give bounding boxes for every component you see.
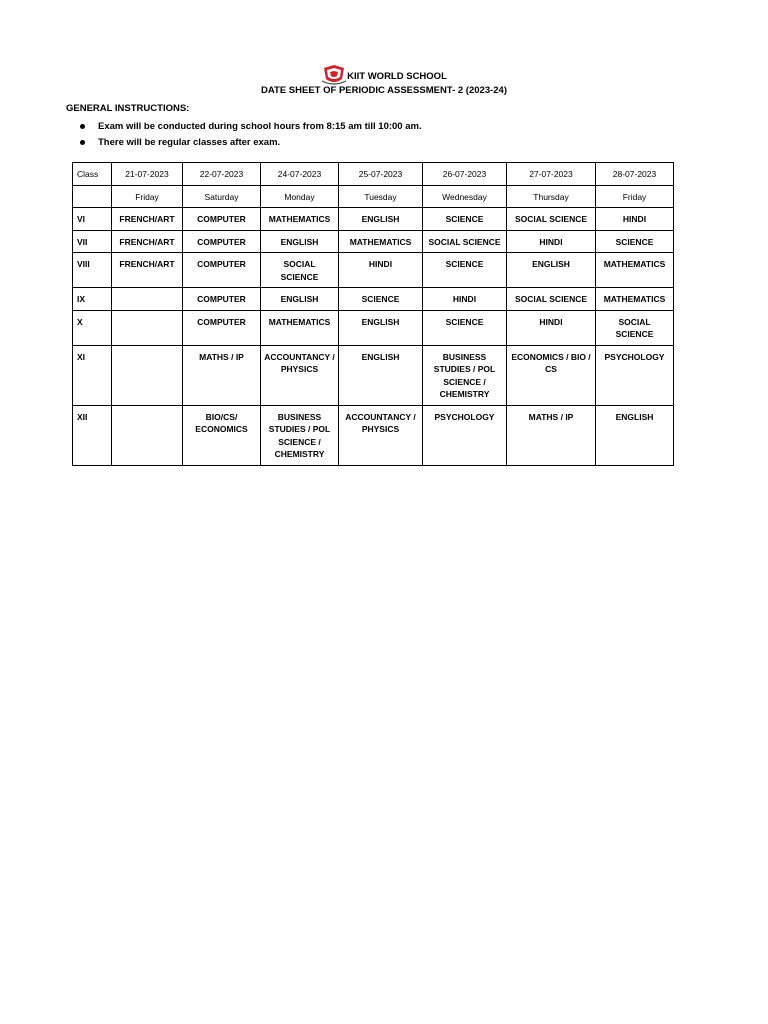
instruction-text: There will be regular classes after exam. (98, 137, 281, 148)
subject-cell: COMPUTER (183, 253, 261, 288)
date-sheet-table (72, 162, 674, 466)
subject-cell: SOCIAL SCIENCE (507, 288, 596, 311)
subject-cell: ENGLISH (339, 310, 423, 345)
day-cell: Friday (596, 185, 674, 208)
subject-cell: COMPUTER (183, 208, 261, 231)
instructions-title: GENERAL INSTRUCTIONS: (66, 103, 190, 114)
date-cell: 26-07-2023 (423, 163, 507, 186)
table-row (73, 253, 674, 288)
subject-cell: ACCOUNTANCY / PHYSICS (339, 405, 423, 465)
subject-cell: COMPUTER (183, 310, 261, 345)
class-cell: IX (73, 288, 112, 311)
subject-cell: HINDI (596, 208, 674, 231)
subject-cell (112, 405, 183, 465)
instruction-item (66, 135, 422, 151)
table-row (73, 345, 674, 405)
subject-cell (112, 310, 183, 345)
day-cell: Wednesday (423, 185, 507, 208)
school-name-line (0, 62, 768, 84)
document-title: DATE SHEET OF PERIODIC ASSESSMENT- 2 (2023-24) (261, 85, 507, 96)
class-header-cell: Class (73, 163, 112, 186)
instruction-item (66, 119, 422, 135)
subject-cell: BUSINESS STUDIES / POL SCIENCE / CHEMISTRY (261, 405, 339, 465)
subject-cell: FRENCH/ART (112, 253, 183, 288)
subject-cell: MATHS / IP (183, 345, 261, 405)
bullet-icon (80, 124, 85, 129)
subject-cell: MATHEMATICS (596, 288, 674, 311)
subject-cell: ENGLISH (261, 230, 339, 253)
day-cell: Saturday (183, 185, 261, 208)
subject-cell: COMPUTER (183, 230, 261, 253)
subject-cell: FRENCH/ART (112, 208, 183, 231)
subject-cell: MATHEMATICS (339, 230, 423, 253)
subject-cell: MATHS / IP (507, 405, 596, 465)
day-header-row (73, 185, 674, 208)
day-cell: Tuesday (339, 185, 423, 208)
subject-cell: SCIENCE (596, 230, 674, 253)
subject-cell (112, 288, 183, 311)
table-row (73, 230, 674, 253)
subject-cell: SCIENCE (423, 253, 507, 288)
table-row (73, 405, 674, 465)
bullet-icon (80, 140, 85, 145)
class-cell: XII (73, 405, 112, 465)
date-cell: 27-07-2023 (507, 163, 596, 186)
table-row (73, 208, 674, 231)
class-cell: X (73, 310, 112, 345)
subject-cell: SCIENCE (339, 288, 423, 311)
table-row (73, 310, 674, 345)
subject-cell: ENGLISH (339, 208, 423, 231)
date-cell: 22-07-2023 (183, 163, 261, 186)
subject-cell: ENGLISH (507, 253, 596, 288)
date-cell: 25-07-2023 (339, 163, 423, 186)
subject-cell: FRENCH/ART (112, 230, 183, 253)
subject-cell: ENGLISH (261, 288, 339, 311)
subject-cell: ENGLISH (596, 405, 674, 465)
class-cell: XI (73, 345, 112, 405)
day-cell: Monday (261, 185, 339, 208)
subject-cell: ENGLISH (339, 345, 423, 405)
day-cell: Thursday (507, 185, 596, 208)
subject-cell: MATHEMATICS (261, 208, 339, 231)
date-cell: 28-07-2023 (596, 163, 674, 186)
date-cell: 24-07-2023 (261, 163, 339, 186)
subject-cell: COMPUTER (183, 288, 261, 311)
subject-cell: SOCIAL SCIENCE (423, 230, 507, 253)
day-cell: Friday (112, 185, 183, 208)
subject-cell: SCIENCE (423, 208, 507, 231)
subject-cell: PSYCHOLOGY (423, 405, 507, 465)
subject-cell (112, 345, 183, 405)
table-row (73, 288, 674, 311)
subject-cell: MATHEMATICS (596, 253, 674, 288)
school-logo-icon (321, 64, 347, 86)
school-name: KIIT WORLD SCHOOL (347, 71, 447, 82)
subject-cell: SCIENCE (423, 310, 507, 345)
subject-cell: ACCOUNTANCY / PHYSICS (261, 345, 339, 405)
class-cell: VII (73, 230, 112, 253)
instructions-list (66, 119, 422, 151)
subject-cell: HINDI (507, 310, 596, 345)
subject-cell: BIO/CS/ ECONOMICS (183, 405, 261, 465)
subject-cell: HINDI (339, 253, 423, 288)
empty-cell (73, 185, 112, 208)
subject-cell: BUSINESS STUDIES / POL SCIENCE / CHEMISTRY (423, 345, 507, 405)
subject-cell: SOCIAL SCIENCE (261, 253, 339, 288)
subject-cell: PSYCHOLOGY (596, 345, 674, 405)
class-cell: VI (73, 208, 112, 231)
subject-cell: HINDI (507, 230, 596, 253)
date-cell: 21-07-2023 (112, 163, 183, 186)
instruction-text: Exam will be conducted during school hours from 8:15 am till 10:00 am. (98, 121, 422, 132)
subject-cell: SOCIAL SCIENCE (596, 310, 674, 345)
subject-cell: HINDI (423, 288, 507, 311)
date-header-row (73, 163, 674, 186)
class-cell: VIII (73, 253, 112, 288)
document-header (0, 62, 768, 98)
subject-cell: SOCIAL SCIENCE (507, 208, 596, 231)
subject-cell: ECONOMICS / BIO / CS (507, 345, 596, 405)
subject-cell: MATHEMATICS (261, 310, 339, 345)
